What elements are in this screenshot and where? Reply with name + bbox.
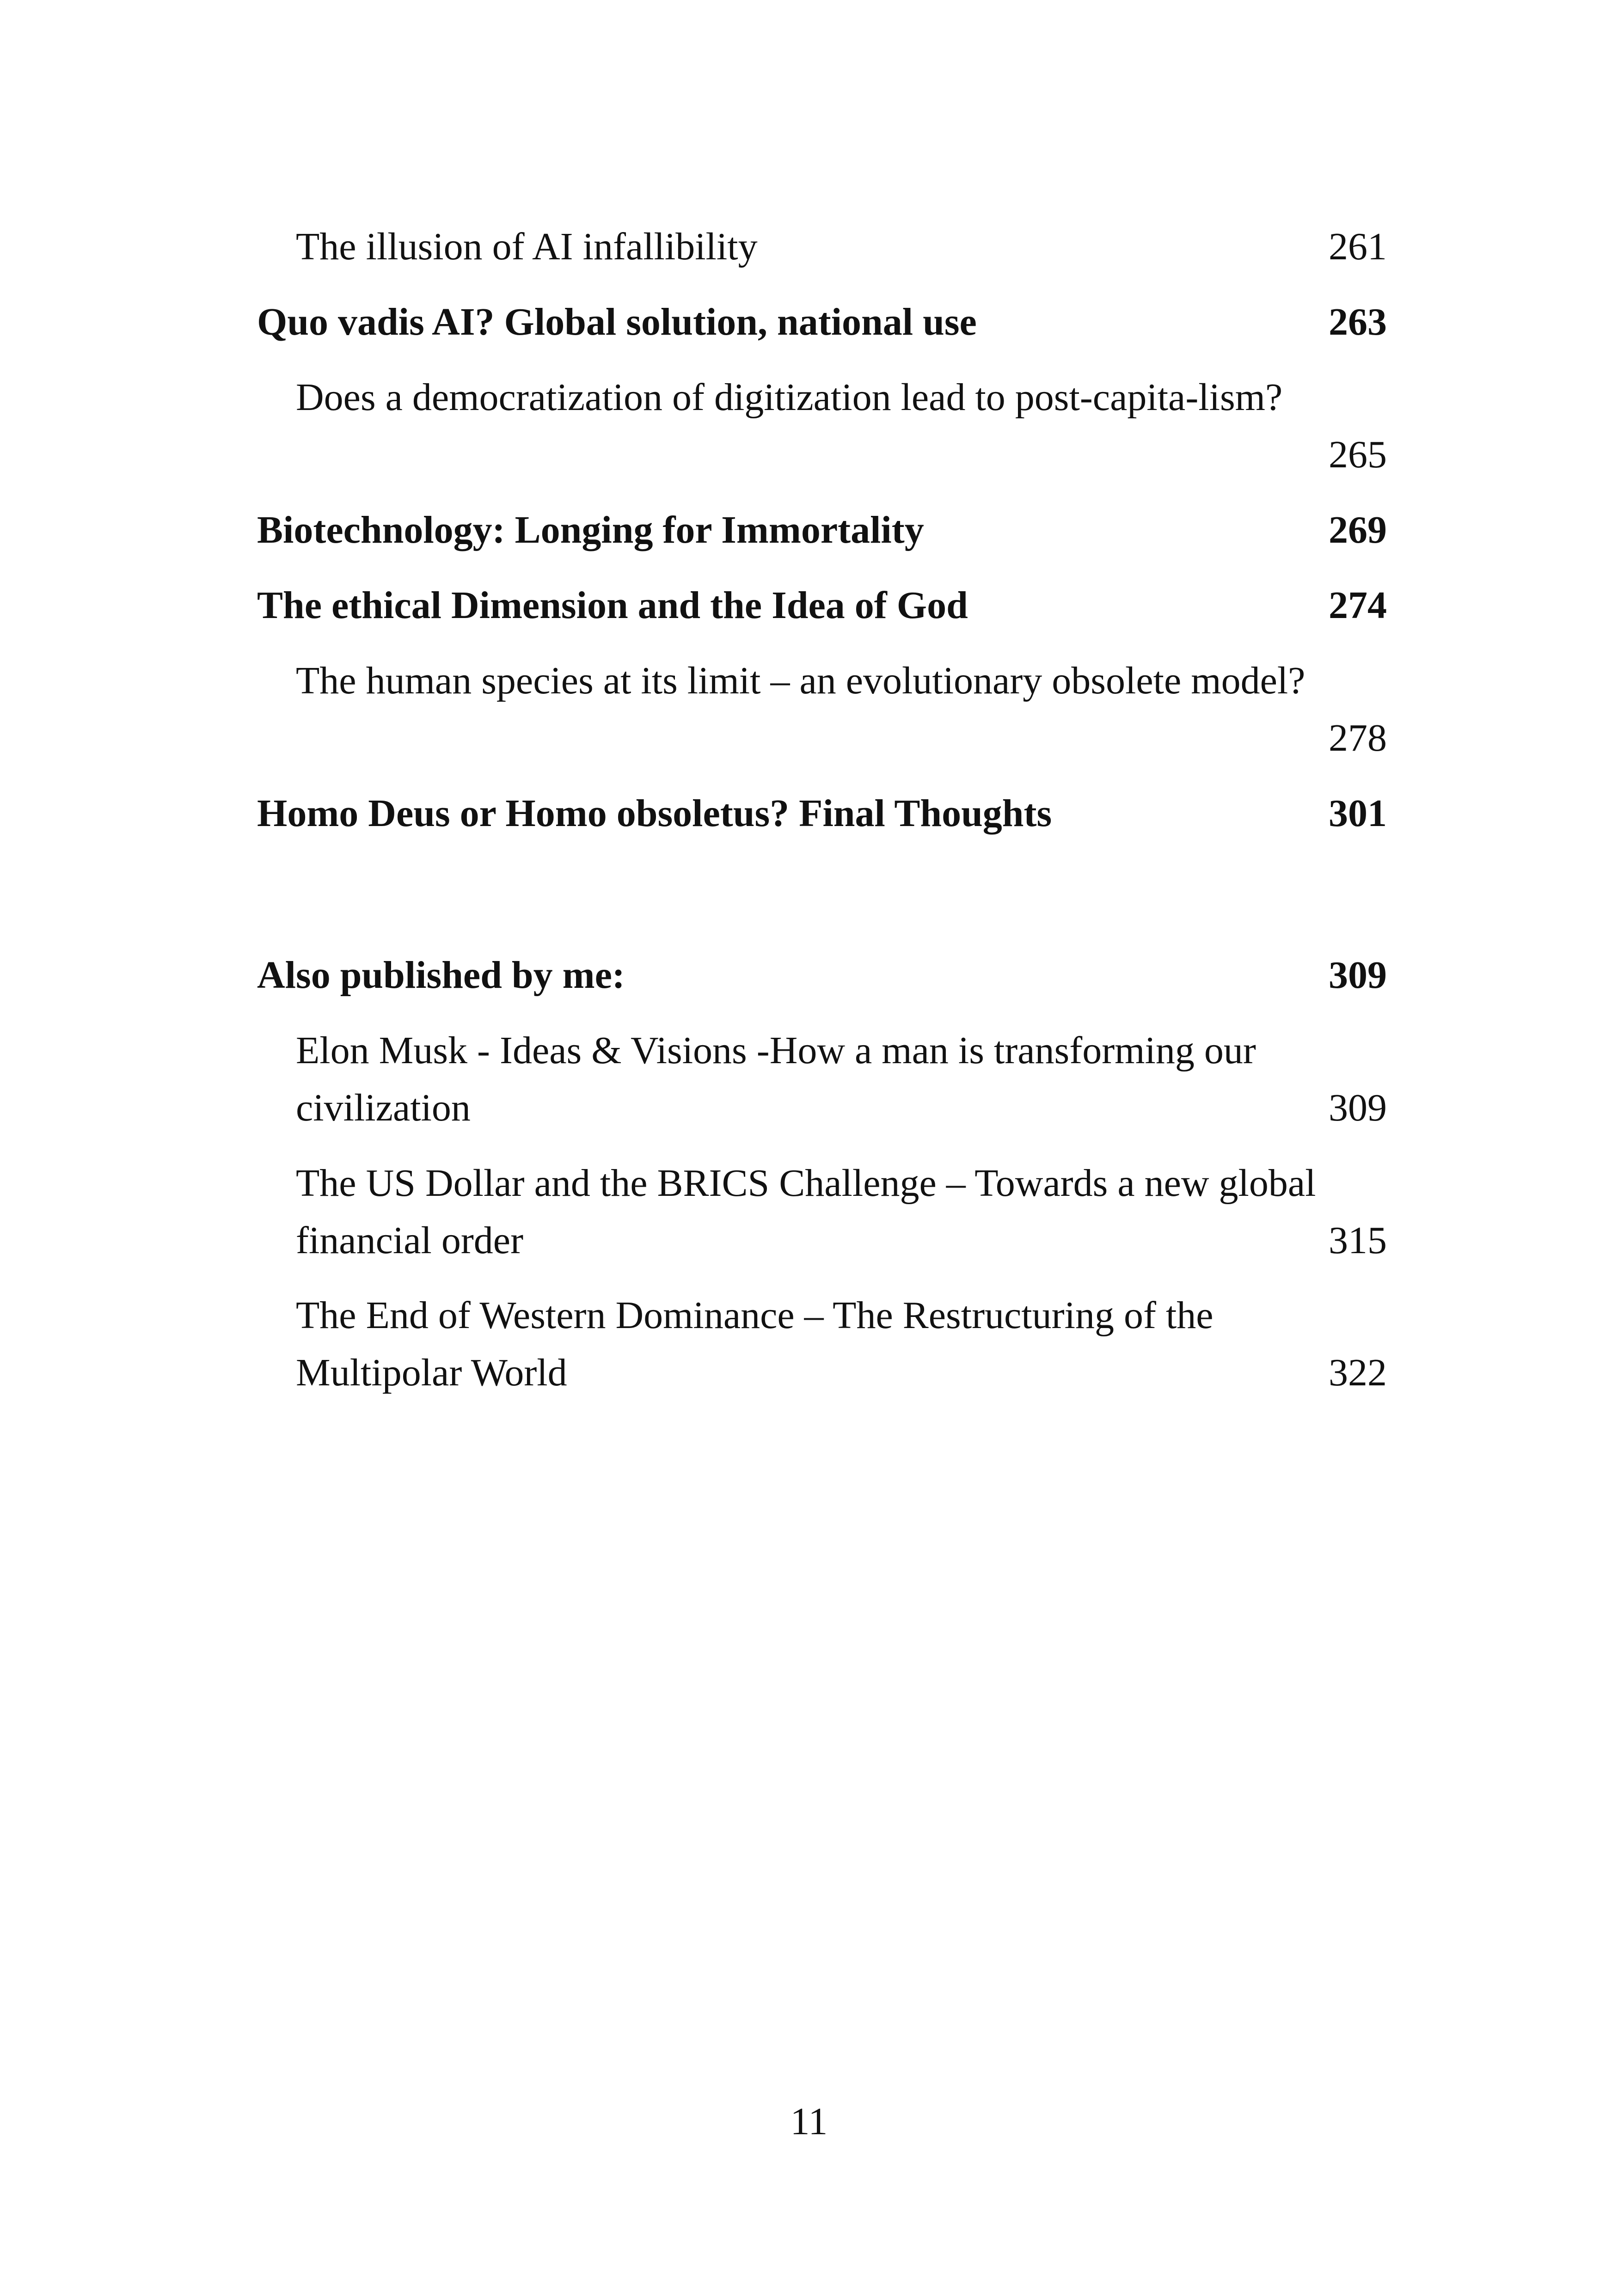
toc-chapter-page: 263: [1329, 300, 1387, 343]
toc-entry-title: Elon Musk - Ideas & Visions -How a man is transforming our: [296, 1029, 1256, 1072]
toc-section-title: Also published by me:: [257, 954, 625, 997]
toc-entry-title-continued: Multipolar World: [296, 1351, 567, 1394]
toc-chapter-title: Homo Deus or Homo obsoletus? Final Thoughts: [257, 792, 1052, 835]
toc-entry-title: Does a democratization of digitization lead to post-capita-lism?: [296, 376, 1283, 419]
toc-entry-page: 309: [1329, 1086, 1387, 1129]
toc-chapter-title: Biotechnology: Longing for Immortality: [257, 508, 924, 551]
page-number: 11: [790, 2100, 828, 2143]
toc-entry-title: The End of Western Dominance – The Restructuring of the: [296, 1294, 1214, 1337]
toc-chapter-page: 301: [1329, 792, 1387, 835]
toc-entry-title: The illusion of AI infallibility: [296, 225, 758, 268]
toc-entry-title-continued: financial order: [296, 1219, 524, 1262]
toc-entry-title-continued: civilization: [296, 1086, 471, 1129]
toc-chapter-title: Quo vadis AI? Global solution, national use: [257, 300, 977, 343]
toc-section-page: 309: [1329, 954, 1387, 997]
toc-entry-page: 315: [1329, 1219, 1387, 1262]
toc-chapter-page: 274: [1329, 584, 1387, 627]
toc-entry-page: 265: [1329, 433, 1387, 476]
toc-entry-page: 261: [1329, 225, 1387, 268]
toc-chapter-title: The ethical Dimension and the Idea of God: [257, 584, 968, 627]
toc-entry-page: 322: [1329, 1351, 1387, 1394]
toc-chapter-page: 269: [1329, 508, 1387, 551]
toc-entry-title: The human species at its limit – an evolutionary obsolete model?: [296, 659, 1305, 702]
toc-entry-page: 278: [1329, 716, 1387, 759]
toc-entry-title: The US Dollar and the BRICS Challenge – Towards a new global: [296, 1162, 1316, 1205]
